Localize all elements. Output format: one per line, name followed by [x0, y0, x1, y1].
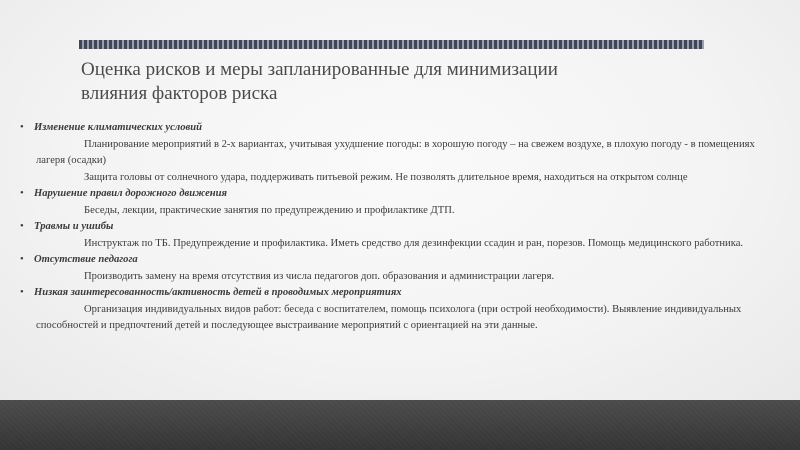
footer-band [0, 400, 800, 450]
bullet-icon: • [20, 254, 24, 265]
bullet-icon: • [20, 221, 24, 232]
item-text: Производить замену на время отсутствия из числа педагогов доп. образования и администрации лагеря. [84, 270, 555, 282]
decorative-stripe [79, 40, 704, 49]
item-text: Организация индивидуальных видов работ: беседа с воспитателем, помощь психолога (при острой необходимости). Выявление индивидуальных способностей и предпочтений детей и последующее выстраивание мероприятий с ориентацией на эти данные. [36, 303, 742, 331]
slide-title [81, 58, 721, 106]
list-item [20, 252, 780, 285]
bullet-icon: • [20, 122, 24, 133]
list-item [20, 120, 780, 186]
item-text: Защита головы от солнечного удара, поддерживать питьевой режим. Не позволять длительное время, находиться на открытом солнце [84, 171, 688, 183]
item-heading: Низкая заинтересованность/активность детей в проводимых мероприятиях [34, 287, 402, 298]
item-text: Беседы, лекции, практические занятия по предупреждению и профилактике ДТП. [84, 204, 455, 216]
item-text: Планирование мероприятий в 2-х вариантах, учитывая ухудшение погоды: в хорошую погоду – на свежем воздухе, в плохую погоду - в помещениях лагеря (осадки) [36, 138, 755, 166]
title-line-1: Оценка рисков и меры запланированные для минимизации [81, 59, 558, 80]
title-line-2: влияния факторов риска [81, 83, 278, 104]
list-item [20, 285, 780, 335]
risk-list [20, 120, 780, 335]
bullet-icon: • [20, 188, 24, 199]
item-heading: Изменение климатических условий [34, 122, 203, 133]
list-item [20, 186, 780, 219]
item-heading: Нарушение правил дорожного движения [34, 188, 228, 199]
item-heading: Отсутствие педагога [34, 254, 138, 265]
item-heading: Травмы и ушибы [34, 221, 114, 232]
item-text: Инструктаж по ТБ. Предупреждение и профилактика. Иметь средство для дезинфекции ссадин и ран, порезов. Помощь медицинского работника. [84, 237, 744, 249]
bullet-icon: • [20, 287, 24, 298]
list-item [20, 219, 780, 252]
